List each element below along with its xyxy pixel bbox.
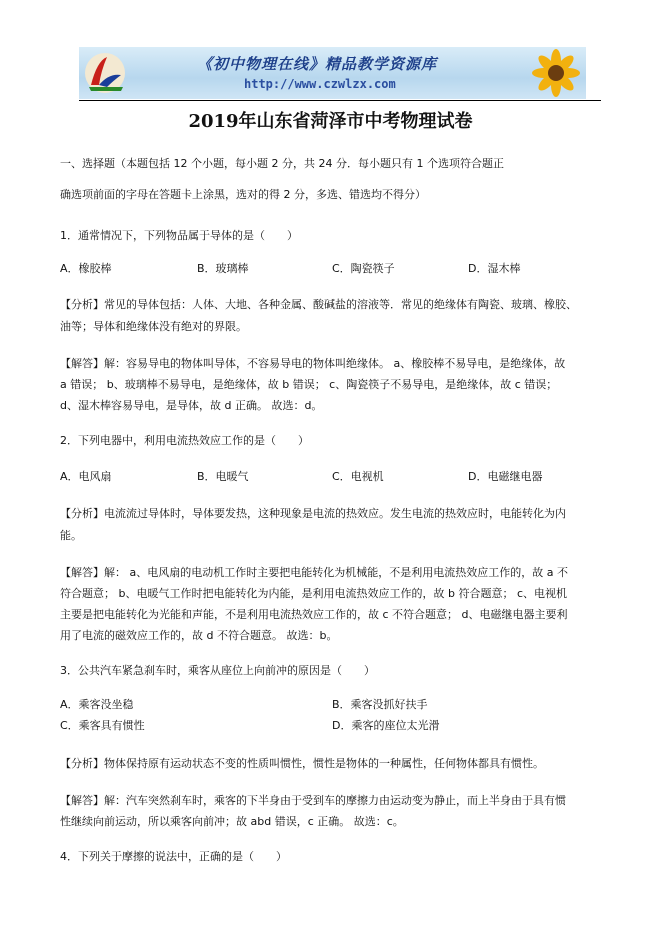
section-intro-line: 一、选择题（本题包括 12 个小题，每小题 2 分，共 24 分．每小题只有 1 个选项符合题正	[60, 157, 504, 170]
logo-icon	[83, 51, 127, 95]
question-1-stem: 1．通常情况下，下列物品属于导体的是（ ）	[60, 229, 298, 242]
question-4-stem: 4．下列关于摩擦的说法中，正确的是（ ）	[60, 850, 287, 863]
q3-option-b: B．乘客没抓好扶手	[332, 698, 428, 711]
q2-answer-line: 【解答】解： a、电风扇的电动机工作时主要把电能转化为机械能，不是利用电流热效应工作的，故 a 不	[60, 566, 568, 579]
q2-option-b: B．电暖气	[197, 470, 249, 483]
q3-option-a: A．乘客没坐稳	[60, 698, 134, 711]
q1-option-a: A．橡胶棒	[60, 262, 112, 275]
q1-answer-line: d、湿木棒容易导电，是导体，故 d 正确。 故选：d。	[60, 399, 323, 412]
section-intro-line: 确选项前面的字母在答题卡上涂黑，选对的得 2 分，多选、错选均不得分）	[60, 188, 426, 201]
q3-option-d: D．乘客的座位太光滑	[332, 719, 440, 732]
q1-option-c: C．陶瓷筷子	[332, 262, 395, 275]
banner-url: http://www.czwlzx.com	[244, 77, 396, 91]
q2-option-c: C．电视机	[332, 470, 384, 483]
q2-option-a: A．电风扇	[60, 470, 112, 483]
q3-option-c: C．乘客具有惯性	[60, 719, 145, 732]
q1-analysis-line: 油等；导体和绝缘体没有绝对的界限。	[60, 320, 247, 333]
question-2-stem: 2．下列电器中，利用电流热效应工作的是（ ）	[60, 434, 309, 447]
q2-analysis-line: 能。	[60, 529, 82, 542]
page-title: 2019年山东省菏泽市中考物理试卷	[188, 111, 473, 132]
q3-analysis-line: 【分析】物体保持原有运动状态不变的性质叫惯性，惯性是物体的一种属性，任何物体都具有惯性。	[60, 757, 544, 770]
q3-answer-line: 性继续向前运动，所以乘客向前冲；故 abd 错误，c 正确。 故选：c。	[60, 815, 404, 828]
banner-title: 《初中物理在线》精品教学资源库	[197, 55, 438, 73]
q2-option-d: D．电磁继电器	[468, 470, 543, 483]
header-rule	[79, 100, 601, 101]
q3-answer-line: 【解答】解：汽车突然刹车时，乘客的下半身由于受到车的摩擦力由运动变为静止，而上半身由于具有惯	[60, 794, 566, 807]
q1-answer-line: a 错误； b、玻璃棒不易导电，是绝缘体，故 b 错误； c、陶瓷筷子不易导电，是绝缘体，故 c 错误；	[60, 378, 558, 391]
q2-answer-line: 主要是把电能转化为光能和声能，不是利用电流热效应工作的，故 c 不符合题意； d、电磁继电器主要利	[60, 608, 568, 621]
q2-answer-line: 用了电流的磁效应工作的，故 d 不符合题意。 故选：b。	[60, 629, 338, 642]
q1-answer-line: 【解答】解：容易导电的物体叫导体，不容易导电的物体叫绝缘体。 a、橡胶棒不易导电，是绝缘体，故	[60, 357, 566, 370]
sunflower-icon	[520, 47, 584, 99]
q2-analysis-line: 【分析】电流流过导体时，导体要发热，这种现象是电流的热效应。发生电流的热效应时，电能转化为内	[60, 507, 566, 520]
q1-option-b: B．玻璃棒	[197, 262, 249, 275]
q2-answer-line: 符合题意； b、电暖气工作时把电能转化为内能，是利用电流热效应工作的，故 b 符合题意； c、电视机	[60, 587, 567, 600]
q1-option-d: D．湿木棒	[468, 262, 521, 275]
header-banner	[79, 47, 586, 99]
q1-analysis-line: 【分析】常见的导体包括：人体、大地、各种金属、酸碱盐的溶液等．常见的绝缘体有陶瓷、玻璃、橡胶、	[60, 298, 577, 311]
question-3-stem: 3．公共汽车紧急刹车时，乘客从座位上向前冲的原因是（ ）	[60, 664, 375, 677]
